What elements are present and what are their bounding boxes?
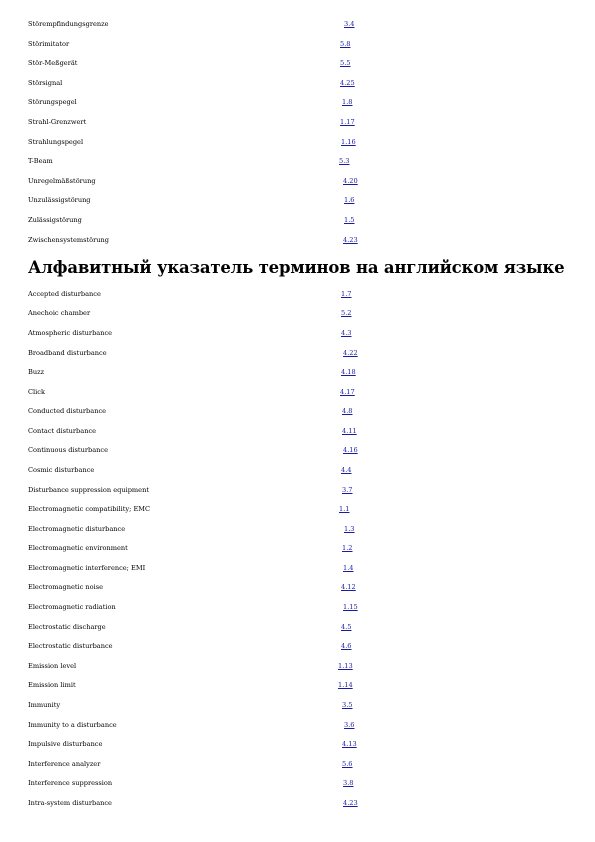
index-ref-link[interactable]: 5.8 bbox=[340, 40, 351, 48]
index-row bbox=[28, 523, 548, 535]
index-term: Continuous disturbance bbox=[28, 446, 108, 454]
index-term: Störempfindungsgrenze bbox=[28, 20, 109, 28]
index-row bbox=[28, 738, 548, 750]
index-ref-link[interactable]: 5.3 bbox=[339, 157, 350, 165]
index-term: Electromagnetic interference; EMI bbox=[28, 564, 146, 572]
index-term: Emission limit bbox=[28, 681, 76, 689]
index-row bbox=[28, 464, 548, 476]
index-ref-link[interactable]: 4.20 bbox=[343, 177, 358, 185]
index-row bbox=[28, 347, 548, 359]
index-row bbox=[28, 581, 548, 593]
index-ref-link[interactable]: 1.15 bbox=[343, 603, 358, 611]
index-ref-link[interactable]: 5.5 bbox=[340, 59, 351, 67]
index-term: Broadband disturbance bbox=[28, 349, 107, 357]
index-row bbox=[28, 699, 548, 711]
index-ref-link[interactable]: 1.2 bbox=[342, 544, 353, 552]
index-row bbox=[28, 155, 548, 167]
index-ref-link[interactable]: 4.13 bbox=[342, 740, 357, 748]
index-ref-link[interactable]: 4.6 bbox=[341, 642, 352, 650]
index-ref-link[interactable]: 3.5 bbox=[342, 701, 353, 709]
index-term: Electromagnetic compatibility; EMC bbox=[28, 505, 151, 513]
index-ref-link[interactable]: 4.3 bbox=[341, 329, 352, 337]
index-term: Electrostatic disturbance bbox=[28, 642, 113, 650]
section-heading: Алфавитный указатель терминов на английском языке bbox=[28, 258, 565, 277]
index-term: Störimitator bbox=[28, 40, 70, 48]
index-ref-link[interactable]: 4.4 bbox=[341, 466, 352, 474]
index-row bbox=[28, 288, 548, 300]
index-ref-link[interactable]: 1.13 bbox=[338, 662, 353, 670]
index-row bbox=[28, 719, 548, 731]
index-ref-link[interactable]: 4.16 bbox=[343, 446, 358, 454]
index-term: Electromagnetic noise bbox=[28, 583, 104, 591]
index-row bbox=[28, 77, 548, 89]
index-row bbox=[28, 194, 548, 206]
index-term: Buzz bbox=[28, 368, 45, 376]
index-ref-link[interactable]: 1.8 bbox=[342, 98, 353, 106]
index-term: Unregelmäßstörung bbox=[28, 177, 96, 185]
index-ref-link[interactable]: 3.8 bbox=[343, 779, 354, 787]
index-ref-link[interactable]: 4.11 bbox=[342, 427, 357, 435]
index-term: Störungspegel bbox=[28, 98, 77, 106]
index-row bbox=[28, 640, 548, 652]
index-ref-link[interactable]: 4.23 bbox=[343, 799, 358, 807]
index-term: Cosmic disturbance bbox=[28, 466, 95, 474]
index-term: Anechoic chamber bbox=[28, 309, 91, 317]
index-row bbox=[28, 175, 548, 187]
index-term: Contact disturbance bbox=[28, 427, 97, 435]
index-ref-link[interactable]: 1.5 bbox=[344, 216, 355, 224]
index-term: Immunity to a disturbance bbox=[28, 721, 117, 729]
index-ref-link[interactable]: 1.17 bbox=[340, 118, 355, 126]
index-ref-link[interactable]: 4.5 bbox=[341, 623, 352, 631]
index-row bbox=[28, 96, 548, 108]
index-row bbox=[28, 444, 548, 456]
index-term: Electromagnetic environment bbox=[28, 544, 128, 552]
index-ref-link[interactable]: 1.3 bbox=[344, 525, 355, 533]
index-row bbox=[28, 38, 548, 50]
index-ref-link[interactable]: 1.1 bbox=[339, 505, 350, 513]
index-term: Disturbance suppression equipment bbox=[28, 486, 149, 494]
index-term: T-Beam bbox=[28, 157, 53, 165]
index-row bbox=[28, 386, 548, 398]
index-ref-link[interactable]: 1.14 bbox=[338, 681, 353, 689]
index-term: Stör-Meßgerät bbox=[28, 59, 78, 67]
index-row bbox=[28, 18, 548, 30]
index-term: Interference suppression bbox=[28, 779, 113, 787]
index-ref-link[interactable]: 1.4 bbox=[343, 564, 354, 572]
index-ref-link[interactable]: 5.6 bbox=[342, 760, 353, 768]
index-row bbox=[28, 621, 548, 633]
index-row bbox=[28, 116, 548, 128]
index-term: Electromagnetic disturbance bbox=[28, 525, 126, 533]
index-term: Impulsive disturbance bbox=[28, 740, 103, 748]
index-ref-link[interactable]: 1.6 bbox=[344, 196, 355, 204]
index-row bbox=[28, 562, 548, 574]
index-row bbox=[28, 57, 548, 69]
index-term: Atmospheric disturbance bbox=[28, 329, 113, 337]
index-row bbox=[28, 601, 548, 613]
index-term: Electrostatic discharge bbox=[28, 623, 106, 631]
index-term: Click bbox=[28, 388, 45, 396]
index-row bbox=[28, 758, 548, 770]
index-row bbox=[28, 214, 548, 226]
index-row bbox=[28, 484, 548, 496]
index-term: Interference analyzer bbox=[28, 760, 101, 768]
index-term: Intra-system disturbance bbox=[28, 799, 112, 807]
index-row bbox=[28, 679, 548, 691]
index-ref-link[interactable]: 4.17 bbox=[340, 388, 355, 396]
index-ref-link[interactable]: 4.23 bbox=[343, 236, 358, 244]
index-row bbox=[28, 542, 548, 554]
index-ref-link[interactable]: 4.18 bbox=[341, 368, 356, 376]
index-ref-link[interactable]: 3.4 bbox=[344, 20, 355, 28]
index-row bbox=[28, 777, 548, 789]
index-row bbox=[28, 503, 548, 515]
index-row bbox=[28, 136, 548, 148]
index-row bbox=[28, 797, 548, 809]
index-ref-link[interactable]: 1.16 bbox=[341, 138, 356, 146]
index-term: Immunity bbox=[28, 701, 61, 709]
index-ref-link[interactable]: 3.6 bbox=[344, 721, 355, 729]
index-ref-link[interactable]: 4.8 bbox=[342, 407, 353, 415]
index-ref-link[interactable]: 4.22 bbox=[343, 349, 358, 357]
index-term: Emission level bbox=[28, 662, 77, 670]
index-term: Störsignal bbox=[28, 79, 63, 87]
index-term: Unzulässigstörung bbox=[28, 196, 91, 204]
index-row bbox=[28, 327, 548, 339]
index-ref-link[interactable]: 5.2 bbox=[341, 309, 352, 317]
index-row bbox=[28, 660, 548, 672]
index-term: Conducted disturbance bbox=[28, 407, 107, 415]
index-term: Zwischensystemstörung bbox=[28, 236, 109, 244]
index-row bbox=[28, 307, 548, 319]
index-ref-link[interactable]: 1.7 bbox=[341, 290, 352, 298]
index-term: Strahlungspegel bbox=[28, 138, 84, 146]
index-row bbox=[28, 425, 548, 437]
index-ref-link[interactable]: 4.25 bbox=[340, 79, 355, 87]
index-term: Electromagnetic radiation bbox=[28, 603, 116, 611]
index-row bbox=[28, 366, 548, 378]
index-row bbox=[28, 405, 548, 417]
index-term: Zulässigstörung bbox=[28, 216, 82, 224]
index-ref-link[interactable]: 4.12 bbox=[341, 583, 356, 591]
index-row bbox=[28, 234, 548, 246]
index-ref-link[interactable]: 3.7 bbox=[342, 486, 353, 494]
index-term: Strahl-Grenzwert bbox=[28, 118, 87, 126]
index-term: Accepted disturbance bbox=[28, 290, 101, 298]
